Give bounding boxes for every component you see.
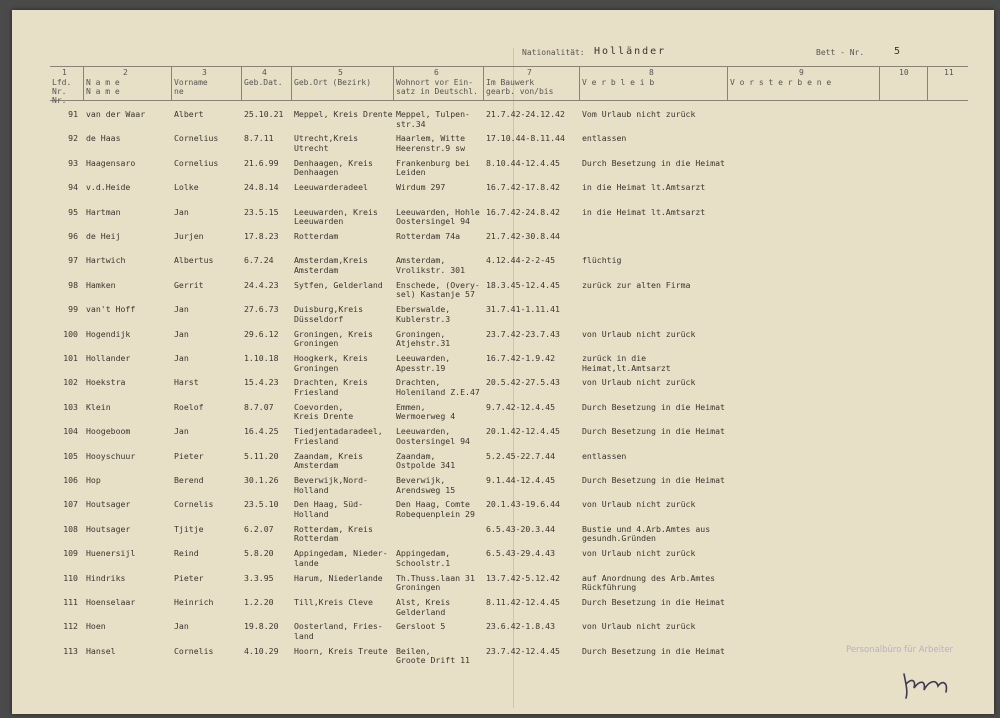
column-divider [83, 66, 84, 100]
column-divider [579, 66, 580, 100]
birth-place: Denhaagen, Kreis Denhaagen [294, 158, 373, 178]
surname: Hollander [86, 354, 131, 363]
surname: Hogendijk [86, 329, 131, 339]
residence: Wirdum 297 [396, 183, 446, 193]
residence: Gersloot 5 [396, 622, 446, 632]
work-period: 4.12.44-2-2-45 [486, 256, 556, 266]
column-number: 7 [527, 68, 532, 77]
whereabouts: entlassen [582, 134, 627, 144]
residence: Beverwijk, Arendsweg 15 [396, 476, 456, 495]
sheet-value: 5 [894, 46, 901, 57]
first-name: Jan [174, 329, 189, 339]
column-divider [879, 66, 880, 100]
row-number: 97 [68, 256, 78, 266]
residence: Haarlem, Witte Heerenstr.9 sw [396, 134, 466, 153]
work-period: 16.7.42-17.8.42 [486, 183, 560, 193]
nationality-value: Holländer [594, 46, 667, 57]
column-number: 10 [899, 68, 909, 77]
table-row [12, 403, 994, 427]
first-name: Reind [174, 549, 199, 559]
surname: van der Waar [86, 110, 146, 119]
column-label: Lfd. Nr. Nr. [52, 78, 72, 105]
table-row [12, 232, 994, 256]
work-period: 20.1.43-19.6.44 [486, 500, 560, 510]
row-number: 111 [63, 598, 78, 607]
column-divider [393, 66, 394, 100]
column-number: 8 [649, 68, 654, 77]
row-number: 98 [68, 280, 78, 290]
residence: Rotterdam 74a [396, 232, 461, 241]
whereabouts: von Urlaub nicht zurück [582, 549, 696, 559]
table-row [12, 256, 994, 280]
column-divider [727, 66, 728, 100]
birth-date: 3.3.95 [244, 573, 274, 583]
whereabouts: Vom Urlaub nicht zurück [582, 110, 696, 119]
table-row [12, 525, 994, 549]
first-name: Jurjen [174, 232, 204, 241]
surname: Houtsager [86, 500, 131, 510]
table-row [12, 622, 994, 646]
whereabouts: Durch Besetzung in die Heimat [582, 598, 725, 607]
table-row [12, 476, 994, 500]
birth-place: Meppel, Kreis Drente [294, 110, 393, 119]
whereabouts: von Urlaub nicht zurück [582, 329, 696, 339]
birth-date: 15.4.23 [244, 378, 279, 388]
residence: Leeuwarden, Apesstr.19 [396, 354, 451, 373]
residence: Meppel, Tulpen- str.34 [396, 110, 470, 129]
surname: Hooyschuur [86, 451, 136, 461]
row-number: 95 [68, 207, 78, 217]
whereabouts: Bustie und 4.Arb.Amtes aus gesundh.Gründen [582, 524, 711, 544]
work-period: 16.7.42-24.8.42 [486, 207, 560, 217]
column-divider [241, 66, 242, 100]
work-period: 18.3.45-12.4.45 [486, 280, 560, 290]
work-period: 17.10.44-8.11.44 [486, 134, 565, 144]
work-period: 21.7.42-24.12.42 [486, 110, 565, 119]
table-row [12, 183, 994, 207]
residence: Alst, Kreis Gelderland [396, 598, 451, 617]
birth-date: 16.4.25 [244, 427, 279, 437]
first-name: Heinrich [174, 598, 214, 607]
surname: Klein [86, 402, 111, 412]
whereabouts: auf Anordnung des Arb.Amtes Rückführung [582, 573, 716, 593]
document-sheet [12, 10, 994, 714]
column-number: 4 [262, 68, 267, 77]
birth-place: Till,Kreis Cleve [294, 598, 373, 607]
column-number: 6 [434, 68, 439, 77]
birth-place: Hoorn, Kreis Treute [294, 646, 388, 656]
row-number: 94 [68, 183, 78, 193]
whereabouts: entlassen [582, 451, 627, 461]
birth-date: 25.10.21 [244, 110, 284, 119]
column-divider [927, 66, 928, 100]
column-label: Vorname ne [174, 78, 208, 96]
residence: Leeuwarden, Oostersingel 94 [396, 427, 470, 446]
surname: Hoen [86, 622, 106, 632]
residence: Emmen, Wermoerweg 4 [396, 402, 456, 422]
birth-date: 19.8.20 [244, 622, 279, 632]
whereabouts: von Urlaub nicht zurück [582, 500, 696, 510]
surname: Houtsager [86, 524, 131, 534]
birth-date: 24.4.23 [244, 280, 279, 290]
first-name: Cornelis [174, 646, 214, 656]
residence: Eberswalde, Kublerstr.3 [396, 305, 451, 324]
row-number: 105 [63, 451, 78, 461]
birth-date: 8.7.11 [244, 134, 274, 144]
birth-date: 1.10.18 [244, 354, 279, 363]
first-name: Jan [174, 622, 189, 632]
first-name: Tjitje [174, 524, 204, 534]
first-name: Roelof [174, 402, 204, 412]
surname: v.d.Heide [86, 183, 131, 193]
first-name: Cornelius [174, 158, 219, 168]
whereabouts: zurück zur alten Firma [582, 280, 691, 290]
birth-place: Duisburg,Kreis Düsseldorf [294, 305, 364, 324]
first-name: Jan [174, 305, 189, 315]
row-number: 101 [63, 354, 78, 363]
header-bottom-rule [50, 100, 968, 101]
birth-place: Oosterland, Fries- land [294, 622, 383, 641]
birth-date: 8.7.07 [244, 402, 274, 412]
residence: Beilen, Groote Drift 11 [396, 646, 470, 666]
table-row [12, 500, 994, 524]
column-label: Im Bauwerk gearb. von/bis [486, 78, 554, 96]
work-period: 5.2.45-22.7.44 [486, 451, 556, 461]
whereabouts: von Urlaub nicht zurück [582, 622, 696, 632]
first-name: Jan [174, 427, 189, 437]
whereabouts: Durch Besetzung in die Heimat [582, 476, 725, 485]
surname: Hansel [86, 646, 116, 656]
residence: Th.Thuss.laan 31 Groningen [396, 573, 475, 593]
first-name: Berend [174, 476, 204, 485]
work-period: 13.7.42-5.12.42 [486, 573, 560, 583]
work-period: 23.7.42-23.7.43 [486, 329, 560, 339]
birth-place: Harum, Niederlande [294, 573, 383, 583]
work-period: 8.11.42-12.4.45 [486, 598, 560, 607]
whereabouts: flüchtig [582, 256, 622, 266]
surname: Hoenselaar [86, 598, 136, 607]
surname: Hartwich [86, 256, 126, 266]
birth-date: 1.2.20 [244, 598, 274, 607]
surname: Hamken [86, 280, 116, 290]
birth-place: Tiedjentadaradeel, Friesland [294, 427, 383, 446]
first-name: Albert [174, 110, 204, 119]
residence: Amsterdam, Vrolikstr. 301 [396, 256, 466, 275]
row-number: 102 [63, 378, 78, 388]
column-label: Geb.Dat. [244, 78, 283, 87]
row-number: 112 [63, 622, 78, 632]
birth-date: 5.11.20 [244, 451, 279, 461]
surname: Hartman [86, 207, 121, 217]
birth-place: Rotterdam, Kreis Rotterdam [294, 524, 373, 544]
column-number: 11 [944, 68, 954, 77]
whereabouts: in die Heimat lt.Amtsarzt [582, 207, 706, 217]
work-period: 23.6.42-1.8.43 [486, 622, 556, 632]
birth-place: Hoogkerk, Kreis Groningen [294, 354, 368, 373]
birth-place: Den Haag, Süd- Holland [294, 500, 364, 519]
residence: Den Haag, Comte Robequenplein 29 [396, 500, 475, 519]
first-name: Cornelis [174, 500, 214, 510]
surname: Hindriks [86, 573, 126, 583]
residence: Zaandam, Ostpolde 341 [396, 451, 456, 471]
table-row [12, 598, 994, 622]
row-number: 92 [68, 134, 78, 144]
row-number: 96 [68, 232, 78, 241]
column-number: 2 [123, 68, 128, 77]
column-divider [171, 66, 172, 100]
first-name: Gerrit [174, 280, 204, 290]
whereabouts: von Urlaub nicht zurück [582, 378, 696, 388]
first-name: Albertus [174, 256, 214, 266]
work-period: 20.1.42-12.4.45 [486, 427, 560, 437]
birth-place: Rotterdam [294, 232, 339, 241]
work-period: 6.5.43-29.4.43 [486, 549, 556, 559]
whereabouts: zurück in die Heimat,lt.Amtsarzt [582, 354, 671, 373]
work-period: 16.7.42-1.9.42 [486, 354, 556, 363]
surname: de Haas [86, 134, 121, 144]
row-number: 104 [63, 427, 78, 437]
row-number: 110 [63, 573, 78, 583]
table-row [12, 452, 994, 476]
surname: de Heij [86, 232, 121, 241]
birth-date: 23.5.10 [244, 500, 279, 510]
row-number: 103 [63, 402, 78, 412]
birth-date: 5.8.20 [244, 549, 274, 559]
row-number: 108 [63, 524, 78, 534]
table-row [12, 378, 994, 402]
whereabouts: in die Heimat lt.Amtsarzt [582, 183, 706, 193]
row-number: 100 [63, 329, 78, 339]
birth-date: 27.6.73 [244, 305, 279, 315]
column-number: 1 [62, 68, 67, 77]
row-number: 106 [63, 476, 78, 485]
birth-place: Amsterdam,Kreis Amsterdam [294, 256, 368, 275]
birth-place: Groningen, Kreis Groningen [294, 329, 373, 349]
birth-place: Appingedam, Nieder- lande [294, 549, 388, 568]
surname: Hoogeboom [86, 427, 131, 437]
table-row [12, 281, 994, 305]
work-period: 21.7.42-30.8.44 [486, 232, 560, 241]
birth-place: Leeuwarderadeel [294, 183, 368, 193]
residence: Frankenburg bei Leiden [396, 158, 470, 178]
birth-place: Zaandam, Kreis Amsterdam [294, 451, 364, 471]
work-period: 31.7.41-1.11.41 [486, 305, 560, 315]
row-number: 91 [68, 110, 78, 119]
first-name: Jan [174, 207, 189, 217]
table-row [12, 330, 994, 354]
surname: van't Hoff [86, 305, 136, 315]
first-name: Jan [174, 354, 189, 363]
table-row [12, 305, 994, 329]
birth-date: 6.2.07 [244, 524, 274, 534]
birth-place: Leeuwarden, Kreis Leeuwarden [294, 207, 378, 227]
birth-date: 23.5.15 [244, 207, 279, 217]
work-period: 8.10.44-12.4.45 [486, 158, 560, 168]
column-number: 5 [338, 68, 343, 77]
signature-mark [898, 666, 962, 702]
birth-place: Coevorden, Kreis Drente [294, 402, 354, 422]
birth-place: Drachten, Kreis Friesland [294, 378, 368, 397]
column-number: 3 [202, 68, 207, 77]
work-period: 9.1.44-12.4.45 [486, 476, 556, 485]
row-number: 93 [68, 158, 78, 168]
residence: Appingedam, Schoolstr.1 [396, 549, 451, 568]
table-row [12, 208, 994, 232]
birth-place: Beverwijk,Nord- Holland [294, 476, 368, 495]
work-period: 6.5.43-20.3.44 [486, 524, 556, 534]
table-row [12, 159, 994, 183]
first-name: Harst [174, 378, 199, 388]
column-label: V e r b l e i b [582, 78, 655, 87]
birth-place: Sytfen, Gelderland [294, 280, 383, 290]
first-name: Pieter [174, 451, 204, 461]
column-number: 9 [799, 68, 804, 77]
surname: Hoekstra [86, 378, 126, 388]
work-period: 20.5.42-27.5.43 [486, 378, 560, 388]
work-period: 9.7.42-12.4.45 [486, 402, 556, 412]
office-stamp: Personalbüro für Arbeiter [846, 645, 954, 655]
birth-date: 17.8.23 [244, 232, 279, 241]
column-divider [291, 66, 292, 100]
birth-date: 29.6.12 [244, 329, 279, 339]
first-name: Pieter [174, 573, 204, 583]
row-number: 107 [63, 500, 78, 510]
birth-date: 6.7.24 [244, 256, 274, 266]
surname: Haagensaro [86, 158, 136, 168]
birth-date: 21.6.99 [244, 158, 279, 168]
residence: Groningen, Atjehstr.31 [396, 329, 451, 349]
row-number: 109 [63, 549, 78, 559]
header-top-rule [50, 66, 968, 67]
birth-date: 24.8.14 [244, 183, 279, 193]
nationality-label: Nationalität: [522, 48, 585, 57]
surname: Hop [86, 476, 101, 485]
column-divider [483, 66, 484, 100]
table-row [12, 134, 994, 158]
table-row [12, 549, 994, 573]
row-number: 113 [63, 646, 78, 656]
column-label: Geb.Ort (Bezirk) [294, 78, 372, 87]
sheet-label: Bett - Nr. [816, 48, 865, 57]
column-label: V o r s t e r b e n e [730, 78, 832, 87]
table-row [12, 354, 994, 378]
first-name: Lolke [174, 183, 199, 193]
whereabouts: Durch Besetzung in die Heimat [582, 427, 725, 437]
birth-date: 4.10.29 [244, 646, 279, 656]
column-label: Wohnort vor Ein- satz in Deutschl. [396, 78, 478, 96]
whereabouts: Durch Besetzung in die Heimat [582, 158, 725, 168]
table-row [12, 110, 994, 134]
residence: Leeuwarden, Hohle Oostersingel 94 [396, 207, 480, 227]
birth-place: Utrecht,Kreis Utrecht [294, 134, 359, 153]
work-period: 23.7.42-12.4.45 [486, 646, 560, 656]
table-row [12, 427, 994, 451]
column-label: N a m e N a m e [86, 78, 120, 96]
row-number: 99 [68, 305, 78, 315]
whereabouts: Durch Besetzung in die Heimat [582, 646, 725, 656]
first-name: Cornelius [174, 134, 219, 144]
residence: Drachten, Holeniland Z.E.47 [396, 378, 480, 397]
surname: Huenersijl [86, 549, 136, 559]
residence: Enschede, (Overy- sel) Kastanje 57 [396, 280, 480, 300]
whereabouts: Durch Besetzung in die Heimat [582, 402, 725, 412]
table-row [12, 574, 994, 598]
birth-date: 30.1.26 [244, 476, 279, 485]
